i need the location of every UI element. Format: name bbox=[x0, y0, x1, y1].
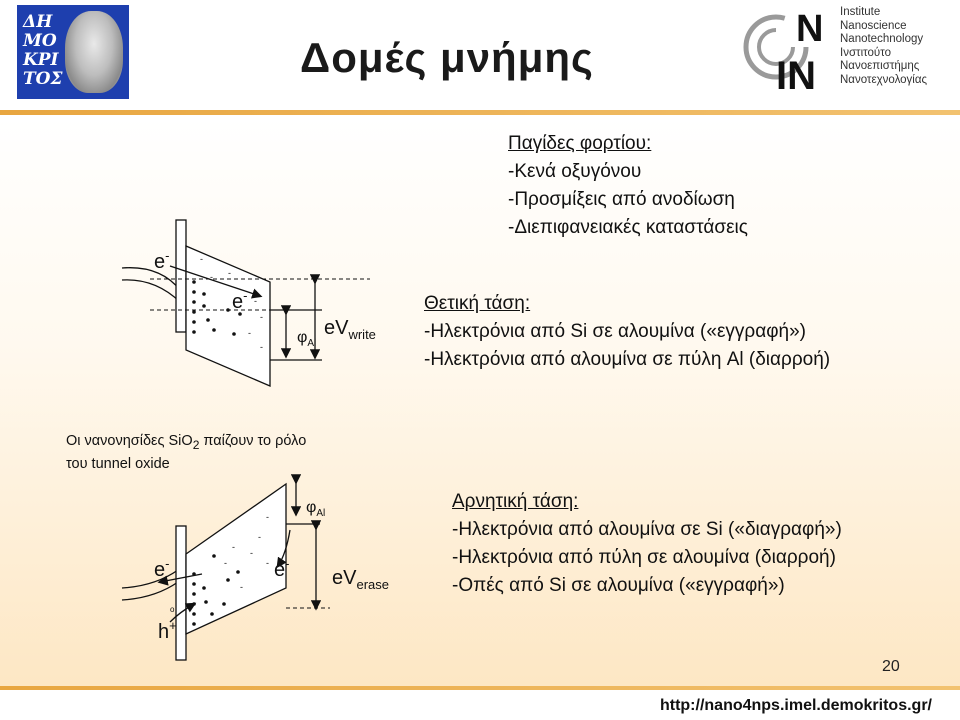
list-item: -Διεπιφανειακές καταστάσεις bbox=[508, 217, 748, 238]
electron-label: e- bbox=[274, 556, 290, 581]
positive-voltage-block bbox=[424, 290, 830, 374]
inn-logo-letter-n: N bbox=[796, 8, 824, 50]
svg-text:-: - bbox=[248, 328, 251, 338]
electron-label: e- bbox=[154, 556, 170, 581]
charge-traps-block bbox=[508, 130, 748, 242]
list-item: -Κενά οξυγόνου bbox=[508, 161, 642, 182]
hole-marker: o bbox=[170, 605, 175, 614]
democritus-logo-letters: ΔΗ ΜΟ ΚΡΙ ΤΟΣ bbox=[23, 12, 63, 89]
electron-label: e- bbox=[232, 288, 248, 313]
list-item: -Ηλεκτρόνια από Si σε αλουμίνα («εγγραφή») bbox=[424, 321, 806, 342]
phi-al-label: $\varphi_{Al}$ bbox=[306, 499, 326, 519]
header-divider bbox=[0, 110, 960, 115]
democritus-logo bbox=[17, 5, 129, 99]
write-band-diagram bbox=[110, 210, 410, 400]
svg-text:-: - bbox=[250, 548, 253, 558]
page-title: Δομές μνήμης bbox=[300, 34, 594, 81]
svg-text:-: - bbox=[210, 272, 213, 282]
svg-text:-: - bbox=[260, 312, 263, 322]
list-item: -Ηλεκτρόνια από αλουμίνα σε Si («διαγραφή») bbox=[452, 519, 842, 540]
tunnel-oxide-layer bbox=[176, 526, 186, 660]
electron-label: e- bbox=[154, 248, 170, 273]
footer-url: http://nano4nps.imel.demokritos.gr/ bbox=[659, 697, 932, 714]
list-item: -Προσμίξεις από ανοδίωση bbox=[508, 189, 735, 210]
list-item: -Οπές από Si σε αλουμίνα («εγγραφή») bbox=[452, 575, 785, 596]
inn-logo-letters-in: IN bbox=[776, 54, 816, 93]
list-item: -Ηλεκτρόνια από πύλη σε αλουμίνα (διαρροή) bbox=[452, 547, 836, 568]
svg-text:-: - bbox=[224, 558, 227, 568]
svg-text:-: - bbox=[258, 532, 261, 542]
si-conduction-band bbox=[122, 570, 178, 588]
si-valence-band bbox=[122, 582, 178, 600]
svg-text:-: - bbox=[232, 542, 235, 552]
erase-band-diagram bbox=[110, 470, 410, 670]
alumina-layer bbox=[186, 484, 286, 634]
ev-erase-label: $eV_{erase}$ bbox=[332, 567, 389, 592]
svg-text:-: - bbox=[228, 268, 231, 278]
nanoislands-caption: Οι νανονησίδες SiO$_2$ παίζουν το ρόλο του tunnel oxide bbox=[66, 433, 307, 472]
svg-text:-: - bbox=[254, 296, 257, 306]
hole-label: h+ bbox=[158, 618, 177, 643]
svg-text:-: - bbox=[266, 512, 269, 522]
alumina-layer bbox=[186, 246, 270, 386]
list-item: -Ηλεκτρόνια από αλουμίνα σε πύλη Al (διαρροή) bbox=[424, 349, 831, 370]
inn-logo bbox=[740, 3, 840, 93]
svg-text:-: - bbox=[240, 582, 243, 592]
si-valence-band bbox=[122, 280, 180, 302]
svg-text:-: - bbox=[266, 558, 269, 568]
page-number: 20 bbox=[882, 658, 900, 675]
positive-voltage-heading: Θετική τάση: bbox=[424, 293, 531, 314]
ev-write-label: $eV_{write}$ bbox=[324, 317, 376, 342]
slide-header bbox=[0, 0, 960, 118]
institute-name: Institute Nanoscience Nanotechnology Ινστιτούτο Νανοεπιστήμης Νανοτεχνολογίας bbox=[840, 6, 928, 86]
charge-traps-heading: Παγίδες φορτίου: bbox=[508, 133, 652, 154]
phi-al-label: $\varphi_{Al}$ bbox=[297, 329, 317, 349]
negative-voltage-block bbox=[452, 488, 842, 600]
footer-divider bbox=[0, 686, 960, 690]
democritus-portrait bbox=[65, 11, 123, 93]
tunnel-oxide-layer bbox=[176, 220, 186, 332]
svg-text:-: - bbox=[200, 254, 203, 264]
svg-text:-: - bbox=[260, 342, 263, 352]
negative-voltage-heading: Αρνητική τάση: bbox=[452, 491, 579, 512]
